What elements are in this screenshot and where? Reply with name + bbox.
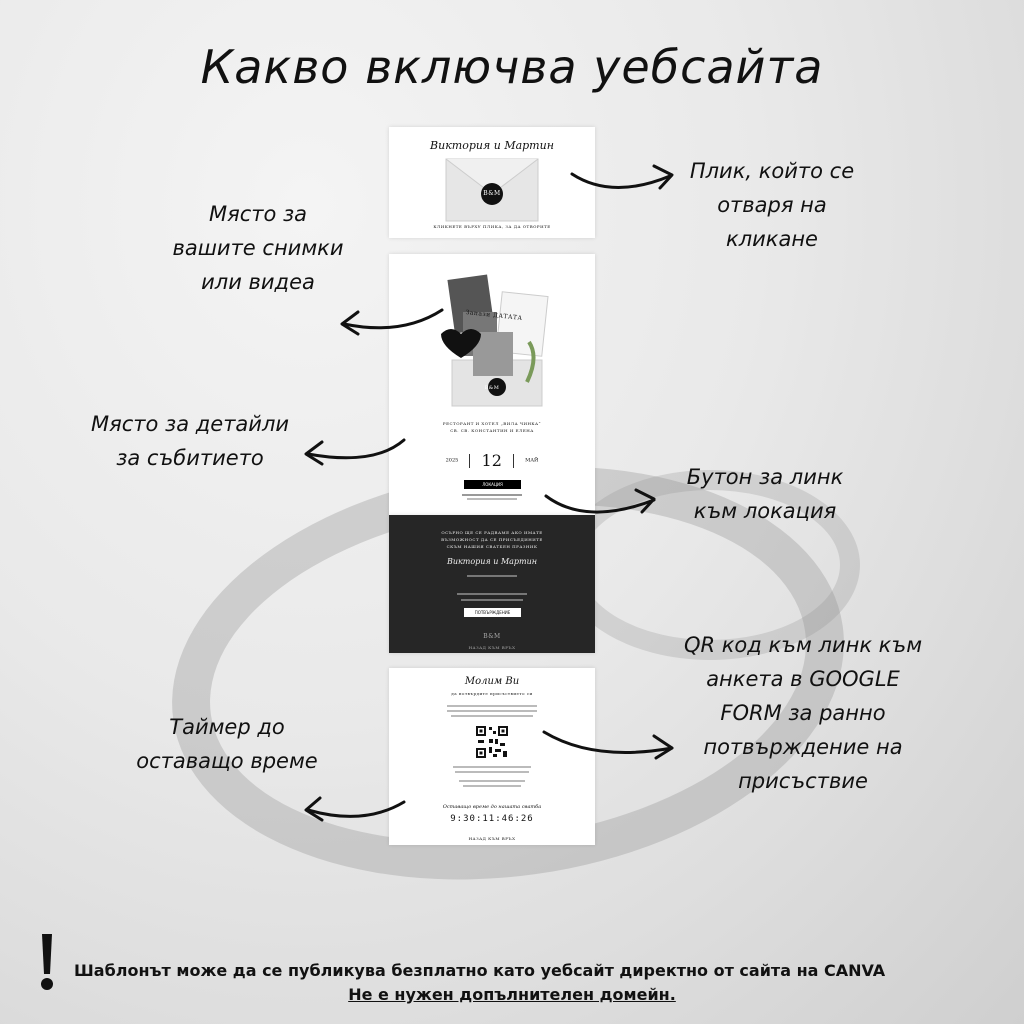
fine-print — [467, 575, 517, 577]
fine-print-6 — [459, 780, 525, 782]
arrow-icon — [298, 434, 410, 470]
fine-print-2 — [457, 593, 527, 595]
envelope-caption: КЛИКНЕТЕ ВЪРХУ ПЛИКА, ЗА ДА ОТВОРИТЕ — [433, 224, 551, 229]
timer-caption: Оставащо време до нашата сватба — [442, 804, 542, 810]
invite-line-2: ВЪЗМОЖНОСТ ДА СЕ ПРИСЪЕДИНИТЕ — [441, 537, 543, 542]
rsvp-panel — [389, 515, 595, 653]
label-timer: Таймер до оставащо време — [136, 715, 318, 773]
please-subheading: да потвърдите присъствието си — [451, 691, 533, 696]
footer-domain-note: Не е нужен допълнителен домейн. — [348, 985, 676, 1004]
brand-name: CANVA — [823, 961, 886, 980]
fine-print-3 — [451, 715, 533, 717]
please-heading: Молим Ви — [464, 676, 520, 687]
fine-print-7 — [463, 785, 521, 787]
location-button[interactable]: ЛОКАЦИЯ — [464, 480, 521, 489]
invite-line-1: ОСЪРНО ЩЕ СЕ РАДВАМЕ АКО ИМАТЕ — [441, 530, 543, 535]
footer-note: Шаблонът може да се публикува безплатно като уебсайт директно от сайта на CANVA — [74, 961, 886, 980]
monogram: В&М — [483, 190, 501, 197]
date-month: МАЙ — [525, 457, 539, 464]
card-text: Запази ДАТАТА — [465, 309, 523, 322]
details-panel — [389, 254, 595, 515]
arrow-icon — [298, 794, 410, 830]
arrow-icon — [542, 484, 662, 520]
couple-names: Виктория и Мартин — [446, 557, 538, 566]
invite-line-3: СКЪМ НАШИЯ СВАТБЕН ПРАЗНИК — [446, 544, 538, 549]
qr-code-icon[interactable] — [475, 725, 509, 759]
couple-names: Виктория и Мартин — [430, 139, 554, 152]
confirm-button[interactable]: ПОТВЪРЖДЕНИЕ — [464, 608, 521, 617]
label-envelope: Плик, който се отваря на кликане — [689, 159, 855, 251]
fine-print — [447, 705, 537, 707]
label-qr: QR код към линк към анкета в GOOGLE FORM за ранно потвърждение на присъствие — [683, 633, 923, 793]
back-to-top-link[interactable]: НАЗАД КЪМ ВРЪХ — [468, 645, 516, 650]
label-photos: Място за вашите снимки или видеа — [172, 202, 344, 294]
fine-print-3 — [461, 599, 523, 601]
fine-print-2 — [467, 498, 517, 500]
label-location-button: Бутон за линк към локация — [686, 465, 844, 523]
envelope-panel[interactable] — [389, 127, 595, 238]
monogram: В&М — [484, 385, 500, 391]
exclamation-icon — [38, 932, 56, 992]
fine-print-5 — [455, 771, 529, 773]
back-to-top-link[interactable]: НАЗАД КЪМ ВРЪХ — [468, 836, 516, 841]
venue-line-2: СВ. СВ. КОНСТАНТИН И ЕЛЕНА — [450, 428, 534, 433]
fine-print — [462, 494, 522, 496]
venue-line-1: РЕСТОРАНТ И ХОТЕЛ „ВИЛА ЧИНКА“ — [442, 421, 542, 426]
date-day: 12 — [481, 451, 502, 470]
page-title: Какво включва уебсайта — [200, 40, 824, 94]
arrow-icon — [568, 160, 680, 196]
date-year: 2025 — [445, 457, 459, 464]
countdown-timer: 9:30:11:46:26 — [450, 814, 534, 824]
monogram: В&М — [483, 633, 501, 640]
label-details: Място за детайли за събитието — [90, 412, 290, 470]
fine-print-4 — [453, 766, 531, 768]
date-row — [389, 450, 595, 470]
fine-print-2 — [447, 710, 537, 712]
arrow-icon — [334, 302, 446, 338]
arrow-icon — [540, 726, 680, 762]
